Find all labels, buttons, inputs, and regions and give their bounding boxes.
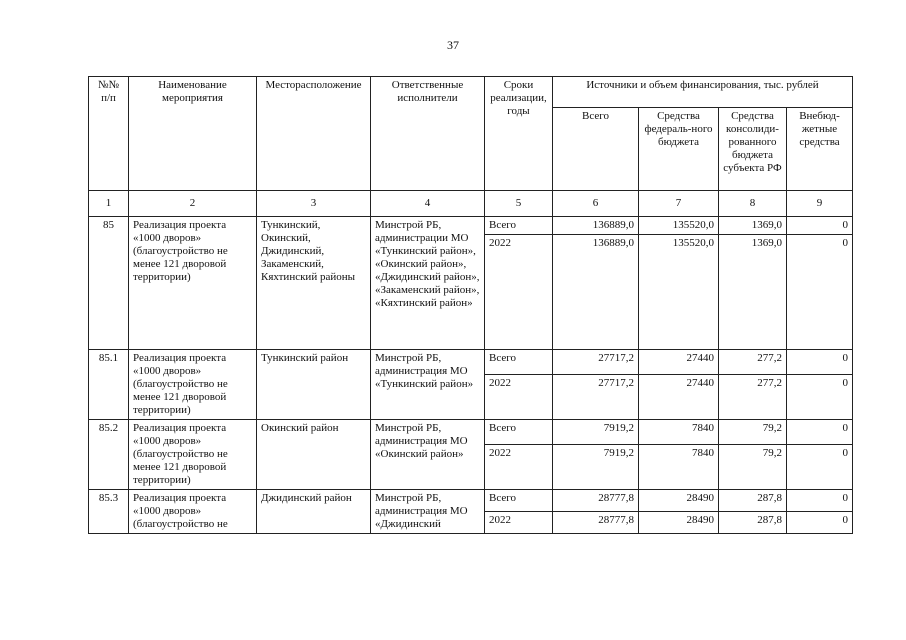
location: Окинский район: [257, 420, 371, 490]
total-amount: 28777,8: [553, 512, 639, 534]
column-number: 7: [639, 191, 719, 217]
federal-amount: 27440: [639, 375, 719, 420]
regional-amount: 79,2: [719, 420, 787, 445]
table-row: [89, 350, 853, 375]
row-number: 85.1: [89, 350, 129, 420]
federal-amount: 135520,0: [639, 217, 719, 235]
regional-amount: 277,2: [719, 350, 787, 375]
period: 2022: [485, 512, 553, 534]
regional-amount: 287,8: [719, 490, 787, 512]
executors: Минстрой РБ, администрации МО «Тункинский район», «Окинский район», «Джидинский район», «Закаменский район», «Кяхтинский район»: [371, 217, 485, 350]
row-number: 85.3: [89, 490, 129, 534]
period: Всего: [485, 350, 553, 375]
table-row: [89, 217, 853, 235]
total-amount: 7919,2: [553, 420, 639, 445]
column-number: 1: [89, 191, 129, 217]
total-amount: 27717,2: [553, 350, 639, 375]
column-number: 8: [719, 191, 787, 217]
header-total: Всего: [553, 108, 639, 191]
column-number: 5: [485, 191, 553, 217]
activity-name: Реализация проекта «1000 дворов» (благоустройство не менее 121 дворовой территории): [129, 350, 257, 420]
extrabudgetary-amount: 0: [787, 512, 853, 534]
location: Джидинский район: [257, 490, 371, 534]
table-row: [89, 420, 853, 445]
row-number: 85: [89, 217, 129, 350]
column-number: 9: [787, 191, 853, 217]
period: 2022: [485, 445, 553, 490]
location: Тункинский район: [257, 350, 371, 420]
regional-amount: 79,2: [719, 445, 787, 490]
extrabudgetary-amount: 0: [787, 445, 853, 490]
header-extrabudgetary: Внебюд-жетные средства: [787, 108, 853, 191]
executors: Минстрой РБ, администрация МО «Джидинский: [371, 490, 485, 534]
regional-amount: 1369,0: [719, 217, 787, 235]
row-number: 85.2: [89, 420, 129, 490]
total-amount: 136889,0: [553, 235, 639, 350]
header-federal: Средства федераль-ного бюджета: [639, 108, 719, 191]
federal-amount: 27440: [639, 350, 719, 375]
column-number: 2: [129, 191, 257, 217]
federal-amount: 7840: [639, 420, 719, 445]
column-numbers-row: [89, 191, 853, 217]
activity-name: Реализация проекта «1000 дворов» (благоустройство не: [129, 490, 257, 534]
period: Всего: [485, 490, 553, 512]
table-row: [89, 490, 853, 512]
extrabudgetary-amount: 0: [787, 490, 853, 512]
federal-amount: 135520,0: [639, 235, 719, 350]
header-period: Сроки реализации, годы: [485, 77, 553, 191]
funding-table: [88, 76, 853, 534]
location: Тункинский, Окинский, Джидинский, Закаменский, Кяхтинский районы: [257, 217, 371, 350]
header-regional: Средства консолиди-рованного бюджета субъекта РФ: [719, 108, 787, 191]
activity-name: Реализация проекта «1000 дворов» (благоустройство не менее 121 дворовой территории): [129, 420, 257, 490]
regional-amount: 287,8: [719, 512, 787, 534]
column-number: 4: [371, 191, 485, 217]
federal-amount: 28490: [639, 512, 719, 534]
regional-amount: 1369,0: [719, 235, 787, 350]
header-executors: Ответственные исполнители: [371, 77, 485, 191]
header-funding-group: Источники и объем финансирования, тыс. рублей: [553, 77, 853, 108]
period: Всего: [485, 217, 553, 235]
total-amount: 136889,0: [553, 217, 639, 235]
federal-amount: 28490: [639, 490, 719, 512]
executors: Минстрой РБ, администрация МО «Окинский район»: [371, 420, 485, 490]
column-number: 6: [553, 191, 639, 217]
regional-amount: 277,2: [719, 375, 787, 420]
total-amount: 28777,8: [553, 490, 639, 512]
activity-name: Реализация проекта «1000 дворов» (благоустройство не менее 121 дворовой территории): [129, 217, 257, 350]
extrabudgetary-amount: 0: [787, 235, 853, 350]
period: 2022: [485, 235, 553, 350]
executors: Минстрой РБ, администрация МО «Тункинский район»: [371, 350, 485, 420]
column-number: 3: [257, 191, 371, 217]
extrabudgetary-amount: 0: [787, 420, 853, 445]
header-location: Месторасположение: [257, 77, 371, 191]
federal-amount: 7840: [639, 445, 719, 490]
header-activity-name: Наименование мероприятия: [129, 77, 257, 191]
extrabudgetary-amount: 0: [787, 350, 853, 375]
header-number: №№ п/п: [89, 77, 129, 191]
period: Всего: [485, 420, 553, 445]
period: 2022: [485, 375, 553, 420]
total-amount: 27717,2: [553, 375, 639, 420]
extrabudgetary-amount: 0: [787, 375, 853, 420]
total-amount: 7919,2: [553, 445, 639, 490]
page-number: 37: [447, 38, 459, 52]
extrabudgetary-amount: 0: [787, 217, 853, 235]
